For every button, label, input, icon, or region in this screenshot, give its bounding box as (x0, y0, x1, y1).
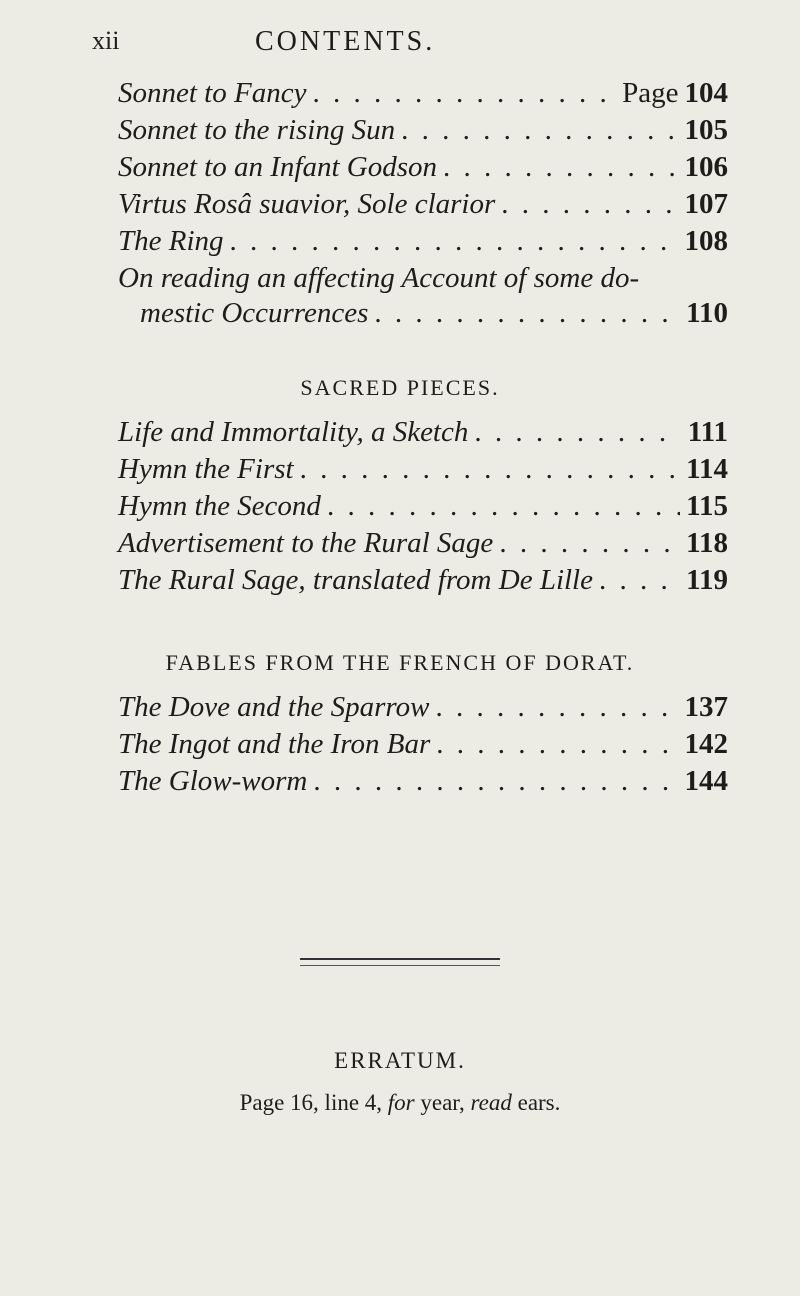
toc-entry-page: 108 (684, 225, 728, 257)
toc-entry-title: Sonnet to an Infant Godson (118, 151, 437, 183)
dot-leader (327, 489, 680, 524)
toc-entry-title: The Ring (118, 225, 224, 257)
toc-entry-title: Virtus Rosâ suavior, Sole clarior (118, 188, 496, 220)
running-title: CONTENTS. (255, 26, 436, 57)
toc-entry (118, 150, 728, 185)
erratum-wrong: year, (420, 1090, 465, 1115)
toc-entry-title: The Ingot and the Iron Bar (118, 728, 431, 760)
toc-entry-page: 118 (686, 527, 728, 559)
toc-entry (118, 690, 728, 725)
toc-entry-page: 111 (687, 416, 728, 448)
toc-entry (118, 76, 728, 111)
erratum-prefix: Page 16, line 4, (239, 1090, 383, 1115)
dot-leader (401, 113, 678, 148)
toc-entry-page: 110 (686, 297, 728, 329)
page-header (0, 26, 800, 66)
page-folio: xii (92, 26, 120, 55)
toc-entry (118, 187, 728, 222)
dot-leader (501, 187, 678, 222)
toc-entry-page: 114 (686, 453, 728, 485)
toc-entry-title: The Rural Sage, translated from De Lille (118, 564, 593, 596)
erratum-text (0, 1090, 800, 1116)
dot-leader (436, 727, 678, 762)
dot-leader (474, 415, 680, 450)
dot-leader (499, 526, 680, 561)
toc-entry-page: 106 (684, 151, 728, 183)
toc-entry (118, 224, 728, 259)
toc-entry (118, 764, 728, 799)
section-heading-fables: FABLES FROM THE FRENCH OF DORAT. (165, 650, 635, 675)
toc-entry-title: Advertisement to the Rural Sage (118, 527, 494, 559)
toc-entry-page: 144 (684, 765, 728, 797)
toc-entry-page: 105 (684, 114, 728, 146)
dot-leader (599, 563, 680, 598)
erratum-read: read (470, 1090, 512, 1115)
toc-entry-title: The Dove and the Sparrow (118, 691, 430, 723)
toc-entry (118, 452, 728, 487)
toc-entry (118, 489, 728, 524)
toc-entry-title: Hymn the First (118, 453, 294, 485)
dot-leader (300, 452, 680, 487)
toc-entry-title: The Glow-worm (118, 765, 308, 797)
toc-entry-page: 142 (684, 728, 728, 760)
toc-entry (118, 563, 728, 598)
toc-entry-page: 115 (686, 490, 728, 522)
dot-leader (312, 76, 616, 111)
toc-entry-title-line1: On reading an affecting Account of some do- (118, 262, 640, 294)
erratum-right: ears. (517, 1090, 561, 1115)
toc-entry (118, 113, 728, 148)
erratum-heading: ERRATUM. (334, 1048, 466, 1073)
erratum-for: for (387, 1090, 415, 1115)
dot-leader (443, 150, 679, 185)
toc-entry (118, 415, 728, 450)
toc-entry-title-line2: mestic Occurrences (140, 297, 369, 329)
toc-entry-page: 137 (684, 691, 728, 723)
toc-entry-title: Hymn the Second (118, 490, 321, 522)
ornamental-rule (300, 958, 500, 966)
toc-entry (118, 526, 728, 561)
toc-entry (118, 727, 728, 762)
dot-leader (313, 764, 678, 799)
toc-entry-page: 104 (684, 77, 728, 109)
dot-leader (435, 690, 678, 725)
dot-leader (230, 224, 679, 259)
section-heading-sacred: SACRED PIECES. (300, 375, 500, 400)
toc-entry-page: 119 (686, 564, 728, 596)
toc-entry-title: Sonnet to Fancy (118, 77, 307, 109)
page-label: Page (622, 77, 679, 109)
toc-entry-title: Sonnet to the rising Sun (118, 114, 396, 146)
toc-entry-title: Life and Immortality, a Sketch (118, 416, 469, 448)
toc-entry (118, 261, 728, 331)
dot-leader (374, 296, 680, 331)
toc-entry-page: 107 (684, 188, 728, 220)
